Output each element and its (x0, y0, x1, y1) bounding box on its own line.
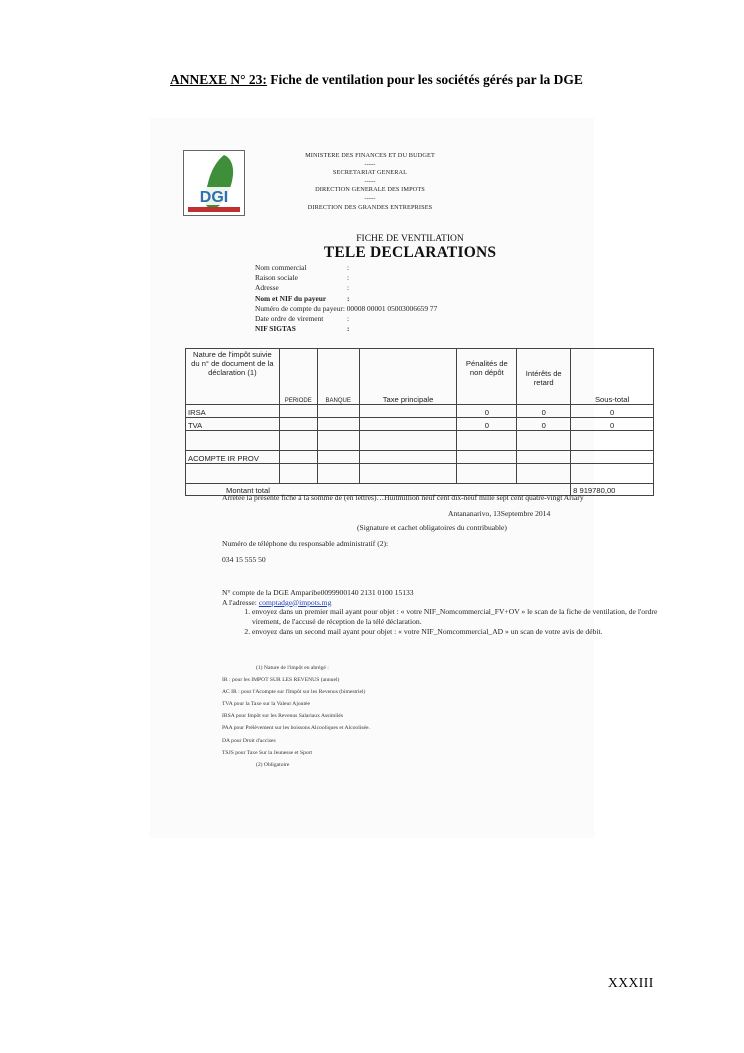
field-colon: : (347, 324, 350, 334)
table-row (186, 451, 654, 464)
ministry-line: DIRECTION GENERALE DES IMPOTS (315, 186, 425, 194)
address-line (222, 598, 662, 608)
cell-nature (186, 464, 280, 484)
phone-label: Numéro de téléphone du responsable administratif (2): (222, 539, 389, 548)
ministry-separator: ----- (364, 194, 376, 202)
form-title: TELE DECLARATIONS (323, 244, 497, 261)
address-label: A l'adresse: (222, 597, 259, 607)
cell-soustotal (571, 451, 654, 464)
cell-soustotal (571, 464, 654, 484)
dge-account: N° compte de la DGE Amparibe0099900140 2131 0100 15133 (222, 588, 414, 597)
legend-item: PAA pour Prélèvement sur les boissons Alcooliques et Alcoolisée. (222, 725, 370, 732)
legend-item: DA pour Droit d'accises (222, 737, 276, 744)
legend-item: TSJS pour Taxe Sur la Jeunesse et Sport (222, 749, 313, 756)
instruction-list (222, 607, 662, 637)
field-colon: : (347, 313, 350, 323)
table-row (186, 418, 654, 431)
form-subtitle: FICHE DE VENTILATION (356, 234, 464, 244)
cell-soustotal: 0 (571, 405, 654, 418)
header-penalites: Pénalités de non dépôt (457, 349, 517, 405)
table-row (186, 405, 654, 418)
cell-penalites (457, 451, 517, 464)
ministry-separator: ----- (364, 177, 376, 185)
cell-interets: 0 (517, 405, 571, 418)
header-periode: PERIODE (279, 349, 317, 405)
cell-interets (517, 464, 571, 484)
cell-penalites: 0 (457, 405, 517, 418)
field-label: Raison sociale (255, 273, 298, 283)
ministry-header (260, 152, 480, 212)
cell-penalites: 0 (457, 418, 517, 431)
header-banque: BANQUE (317, 349, 359, 405)
annex-title: Fiche de ventilation pour les sociétés gérés par la DGE (270, 72, 583, 87)
field-label: NIF SIGTAS (255, 324, 296, 334)
cell-penalites (457, 431, 517, 451)
header-taxe: Taxe principale (359, 349, 457, 405)
field-colon: : (347, 263, 350, 272)
field-label: Adresse (255, 283, 279, 293)
ministry-separator: ----- (364, 160, 376, 168)
header-nature: Nature de l'impôt suivie du n° de document de la déclaration (1) (186, 349, 280, 405)
legend-item: IRSA pour Impôt sur les Revenus Salariaux Assimilés (222, 713, 344, 720)
legend-heading: (1) Nature de l'impôt en abrégé : (256, 665, 329, 671)
cell-interets (517, 451, 571, 464)
legend-footnote: (2) Obligatoire (256, 761, 290, 768)
field-label: Date ordre de virement (255, 313, 324, 323)
annex-label: ANNEXE N° 23: (170, 72, 267, 87)
header-interets: Intérêts de retard (517, 349, 571, 405)
table-header-row (186, 349, 654, 405)
amount-in-words: Arrêtée la présente fiche à la somme de (en lettres)…Huitmillion neuf cent dix-neuf mille sept cent quatre-vingt Ariary (222, 493, 584, 502)
legend (222, 662, 370, 771)
place-date: Antananarivo, 13Septembre 2014 (448, 509, 551, 518)
cell-penalites (457, 464, 517, 484)
field-label: Nom et NIF du payeur (255, 293, 327, 303)
ventilation-table (185, 348, 654, 496)
annex-heading (170, 72, 583, 88)
cell-soustotal: 0 (571, 418, 654, 431)
madagascar-map-icon (184, 151, 244, 215)
phone-value: 034 15 555 50 (222, 555, 266, 564)
email-link[interactable]: comptadge@impots.mg (258, 597, 332, 607)
cell-nature: TVA (186, 418, 280, 431)
legend-item: IR : pour les IMPOT SUR LES REVENUS (annuel) (222, 677, 340, 684)
logo-text: DGI (199, 189, 229, 206)
cell-nature (186, 431, 280, 451)
field-label: Nom commercial (255, 263, 307, 272)
header-soustotal: Sous-total (571, 349, 654, 405)
ministry-line: SECRETARIAT GENERAL (332, 169, 408, 177)
cell-interets (517, 431, 571, 451)
signature-note: (Signature et cachet obligatoires du contribuable) (357, 523, 507, 532)
legend-item: AC IR : pour l'Acompte sur l'Impôt sur les Revenus (bimestriel) (222, 689, 366, 696)
field-colon: : (347, 283, 350, 293)
ministry-line: DIRECTION DES GRANDES ENTREPRISES (307, 203, 433, 211)
legend-item: TVA pour la Taxe sur la Valeur Ajoutée (222, 701, 311, 708)
field-label: Numéro de compte du payeur: 00008 00001 05003006659 77 (255, 303, 438, 313)
table-row (186, 431, 654, 451)
total-value: 8 919780,00 (571, 484, 654, 496)
cell-soustotal (571, 431, 654, 451)
sending-instructions (222, 588, 662, 638)
instruction-item: 1. envoyez dans un premier mail ayant pour objet : « votre NIF_Nomcommercial_FV+OV » le scan de la fiche de ventilation, de l'ordre virement, de l'accusé de réception de la télé déclaration. (252, 607, 662, 626)
page-number: XXXIII (608, 975, 654, 990)
dgi-logo (183, 150, 245, 216)
ministry-line: MINISTERE DES FINANCES ET DU BUDGET (305, 152, 435, 159)
cell-interets: 0 (517, 418, 571, 431)
field-colon: : (347, 273, 350, 283)
instruction-item: 2. envoyez dans un second mail ayant pour objet : « votre NIF_Nomcommercial_AD » un scan de votre avis de débit. (252, 627, 662, 637)
cell-nature: IRSA (186, 405, 280, 418)
cell-nature: ACOMPTE IR PROV (186, 451, 280, 464)
field-colon: : (347, 293, 350, 303)
total-label: Montant total (186, 484, 571, 496)
table-row (186, 464, 654, 484)
